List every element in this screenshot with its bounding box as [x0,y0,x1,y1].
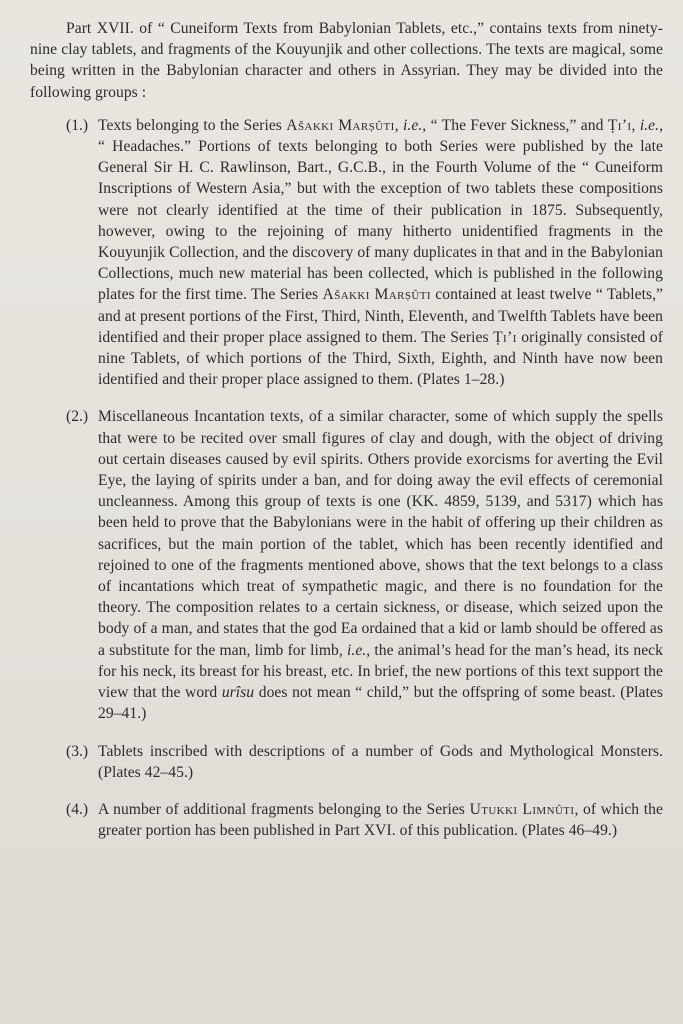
group-item-1 [30,115,663,391]
group-text [98,741,663,783]
text-segment: Ṭi’i [493,328,517,346]
text-segment: Ašakki Marṣûti [322,286,431,304]
group-item-2 [30,406,663,724]
text-segment: Miscellaneous Incantation texts, of a similar character, some of which supply the spells that were to be recited over small figures of clay and dough, with the object of driving out certain diseases caused by evil spirits. Others provide exorcisms for averting the Evil Eye, the laying of spirits under a ban, and for doing away the evil effects of ceremonial uncleanness. Among this group of texts is one (KK. 4859, 5139, and 5317) which has been held to prove that the Babylonians were in the habit of offering up their children as sacrifices, but the main portion of the tablet, which has been recently identified and rejoined to one of the fragments mentioned above, shows that the text belongs to a class of incantations which treat of sympathetic magic, and there is no foundation for the theory. The composition relates to a certain sickness, or disease, which seized upon the body of a man, and states that the god Ea ordained that a kid or lamb should be offered as a substitute for the man, limb for limb, [98,408,663,659]
text-segment: originally consisted of nine Tablets, of which portions of the Third, Sixth, Eighth, and Ninth have now been identified and their proper place assigned to them. (Plates 1–28.) [98,328,663,389]
text-segment: i.e. [639,116,660,134]
text-segment: , [631,116,640,134]
text-segment: , “ Headaches.” Portions of texts belonging to both Series were published by the late General Sir H. C. Rawlinson, Bart., G.C.B., in the Fourth Volume of the “ Cuneiform Inscriptions of Western Asia,” but with the exception of two tablets these compositions were not clearly identified at the time of their publication in 1875. Subsequently, however, owing to the rejoining of many hitherto unidentified fragments in the Kouyunjik Collection, and the discovery of many duplicates in that and in the Babylonian Collections, much new material has been collected, which is published in the following plates for the first time. The Series [98,116,664,304]
group-number: (4.) [66,800,89,818]
text-segment: Texts belonging to the Series [98,116,287,134]
text-segment: , of which the greater portion has been published in Part XVI. of this publication. (Plates 46–49.) [98,800,663,840]
group-item-4 [30,799,663,841]
group-number: (2.) [66,408,89,426]
text-segment: , “ The Fever Sickness,” and [422,116,608,134]
group-text [98,115,663,391]
text-segment: Ṭi’i [607,116,632,134]
group-text [98,799,663,841]
group-number: (3.) [66,742,89,760]
group-number: (1.) [66,116,89,134]
text-segment: Tablets inscribed with descriptions of a number of Gods and Mythological Monsters. (Plates 42–45.) [98,742,663,781]
text-segment: Ašakki Marṣûti [286,116,395,134]
text-segment: Utukki Limnûti [469,800,575,818]
text-segment: i.e. [347,641,367,659]
intro-paragraph: Part XVII. of “ Cuneiform Texts from Babylonian Tablets, etc.,” contains texts from ninety-nine clay tablets, and fragments of the Kouyunjik and other collections. The texts are magical, some being written in the Babylonian character and others in Assyrian. They may be divided into the following groups : [30,20,663,101]
group-text [98,406,663,724]
text-segment: A number of additional fragments belonging to the Series [98,800,470,818]
text-segment: does not mean “ child,” but the offspring of some beast. (Plates 29–41.) [98,684,663,723]
text-segment: , the animal’s head for the man’s head, its neck for his neck, its breast for his breast, etc. In brief, the new portions of this text support the view that the word [98,641,663,702]
group-item-3 [30,741,663,783]
text-segment: urîsu [221,684,255,702]
text-segment: contained at least twelve “ Tablets,” and at present portions of the First, Third, Ninth, Eleventh, and Twelfth Tablets have been identified and their proper place assigned to them. The Series [98,286,663,346]
text-segment: , [394,116,404,134]
group-list [30,115,663,842]
text-segment: i.e. [403,116,423,134]
